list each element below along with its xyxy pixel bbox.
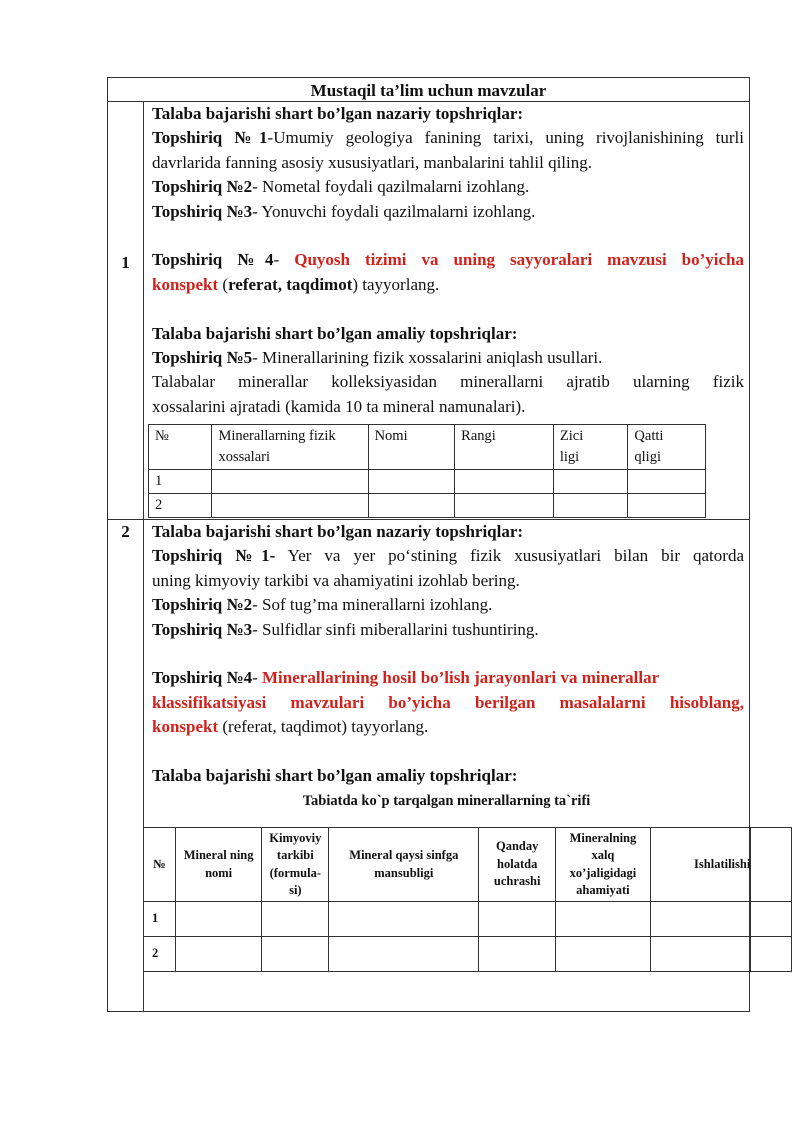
table-cell: 2 <box>149 494 212 518</box>
s2-task2-label: Topshiriq №2 <box>152 595 253 615</box>
s1-task1-label: Topshiriq №1 <box>152 128 268 148</box>
s1-task5-label: Topshiriq №5 <box>152 348 253 368</box>
s1-task5-desc-a: Talabalar minerallar kolleksiyasidan minerallarni ajratib ularning fizik <box>152 372 744 392</box>
table-cell <box>262 902 329 937</box>
table-cell <box>556 902 651 937</box>
header-cell: Zici ligi <box>553 425 628 470</box>
s2-task1-label: Topshiriq №1- <box>152 546 276 566</box>
s2-task1-line-b: uning kimyoviy tarkibi va ahamiyatini izohlab bering. <box>152 570 520 590</box>
header-cell: № <box>144 828 176 902</box>
table-cell <box>479 902 556 937</box>
s1-task4-label: Topshiriq №4 <box>152 250 274 270</box>
table-header-row <box>144 828 792 902</box>
s1-task1-line-b: davrlarida fanning asosiy xususiyatlari, manbalarini tahlil qiling. <box>152 152 593 172</box>
s1-task4-red-b: konspekt <box>152 274 219 294</box>
table-cell <box>368 494 455 518</box>
s2-task3 <box>152 618 744 642</box>
header-cell: Qanday holatda uchrashi <box>479 828 556 902</box>
s2-task4-red-a: Minerallarining hosil bo’lish jarayonlari va minerallar <box>262 668 660 688</box>
header-cell: Minerallarning fizik xossalari <box>212 425 368 470</box>
physical-properties-table <box>148 424 706 518</box>
s2-task4-line-b <box>152 691 744 715</box>
s1-task3 <box>152 200 744 224</box>
section-2-content <box>152 520 744 788</box>
header-cell: Nomi <box>368 425 455 470</box>
table-cell <box>262 937 329 972</box>
table-cell <box>628 494 706 518</box>
table-cell <box>650 937 751 972</box>
topics-table <box>107 77 750 1012</box>
header-cell: Kimyoviy tarkibi (formula-si) <box>262 828 329 902</box>
table-cell <box>455 494 554 518</box>
s1-task4-red-a: Quyosh tizimi va uning sayyoralari mavzusi bo’yicha <box>294 250 744 270</box>
s1-theory-heading: Talaba bajarishi shart bo’lgan nazariy topshriqlar: <box>152 104 524 123</box>
table-header-row <box>149 425 706 470</box>
table-cell <box>479 937 556 972</box>
s2-task4-red-c: konspekt <box>152 717 219 737</box>
table-cell <box>368 470 455 494</box>
table-row <box>149 470 706 494</box>
header-cell: Qatti qligi <box>628 425 706 470</box>
s1-task5-text: - Minerallarining fizik xossalarini aniqlash usullari. <box>252 348 603 368</box>
s2-theory-heading: Talaba bajarishi shart bo’lgan nazariy topshriqlar: <box>152 522 524 541</box>
table-row <box>144 937 792 972</box>
s1-task4-open: ( <box>218 274 229 294</box>
table-cell <box>628 470 706 494</box>
s2-task4-dash: - <box>252 668 263 688</box>
table-cell <box>212 470 368 494</box>
s2-task3-text: - Sulfidlar sinfi miberallarini tushuntiring. <box>252 619 539 639</box>
s2-task1-text-a: Yer va yer po‘stining fizik xususiyatlari bilan bir qatorda <box>275 546 744 566</box>
header-cell: Mineral qaysi sinfga mansubligi <box>329 828 479 902</box>
table-cell <box>212 494 368 518</box>
s1-task5-desc-b: xossalarini ajratadi (kamida 10 ta mineral namunalari). <box>152 396 526 416</box>
table-cell <box>329 937 479 972</box>
table-row <box>149 494 706 518</box>
section-number-1: 1 <box>121 253 130 272</box>
table-cell: 2 <box>144 937 176 972</box>
header-cell: Mineral ning nomi <box>175 828 262 902</box>
header-cell: Ishlatilishi <box>650 828 751 902</box>
table-cell <box>751 902 792 937</box>
s1-task4-dash: - <box>273 250 295 270</box>
minerals-description-table <box>143 827 792 972</box>
s2-task4-end: (referat, taqdimot) tayyorlang. <box>218 717 429 737</box>
s1-task4-line-a <box>152 248 744 272</box>
minerals-table-caption: Tabiatda ko`p tarqalgan minerallarning ta`rifi <box>302 793 591 809</box>
s2-task4-label: Topshiriq №4 <box>152 668 253 688</box>
table-cell <box>175 902 262 937</box>
empty-cell <box>751 828 792 902</box>
table-cell <box>329 902 479 937</box>
s1-task1-text-a: -Umumiy geologiya fanining tarixi, uning rivojlanishining turli <box>267 128 744 148</box>
s1-task4-line-b <box>152 273 744 297</box>
s2-task4-line-c <box>152 715 744 739</box>
table-title: Mustaqil ta’lim uchun mavzular <box>310 81 547 100</box>
s1-task4-end: ) tayyorlang. <box>352 274 440 294</box>
table-cell <box>553 470 628 494</box>
s1-task3-label: Topshiriq №3 <box>152 201 253 221</box>
section-1-content <box>152 102 744 419</box>
table-cell: 1 <box>144 902 176 937</box>
header-cell: № <box>149 425 212 470</box>
table-cell <box>175 937 262 972</box>
table-cell <box>553 494 628 518</box>
s2-task2-text: - Sof tug’ma minerallarni izohlang. <box>252 595 493 615</box>
section-number-2: 2 <box>121 522 130 541</box>
table-row <box>144 902 792 937</box>
s1-task1-line-a <box>152 126 744 150</box>
table-cell <box>650 902 751 937</box>
header-cell: Mineralning xalq xo’jaligidagi ahamiyati <box>556 828 651 902</box>
s2-task2 <box>152 593 744 617</box>
table-cell <box>751 937 792 972</box>
s1-task5 <box>152 346 744 370</box>
s1-practical-heading: Talaba bajarishi shart bo’lgan amaliy topshriqlar: <box>152 323 518 343</box>
s2-task1-line-a <box>152 544 744 568</box>
s2-task3-label: Topshiriq №3 <box>152 619 253 639</box>
s2-task4-red-b: klassifikatsiyasi mavzulari bo’yicha berilgan masalalarni hisoblang, <box>152 692 744 712</box>
table-cell <box>455 470 554 494</box>
s1-task2-text: - Nometal foydali qazilmalarni izohlang. <box>252 177 530 197</box>
s2-practical-heading: Talaba bajarishi shart bo’lgan amaliy topshriqlar: <box>152 766 518 786</box>
table-cell: 1 <box>149 470 212 494</box>
header-cell: Rangi <box>455 425 554 470</box>
s2-task4-line-a <box>152 666 744 690</box>
s1-task3-text: - Yonuvchi foydali qazilmalarni izohlang. <box>252 201 536 221</box>
s1-task4-bold: referat, taqdimot <box>228 274 353 294</box>
table-cell <box>556 937 651 972</box>
s1-task2-label: Topshiriq №2 <box>152 177 253 197</box>
s1-task2 <box>152 175 744 199</box>
